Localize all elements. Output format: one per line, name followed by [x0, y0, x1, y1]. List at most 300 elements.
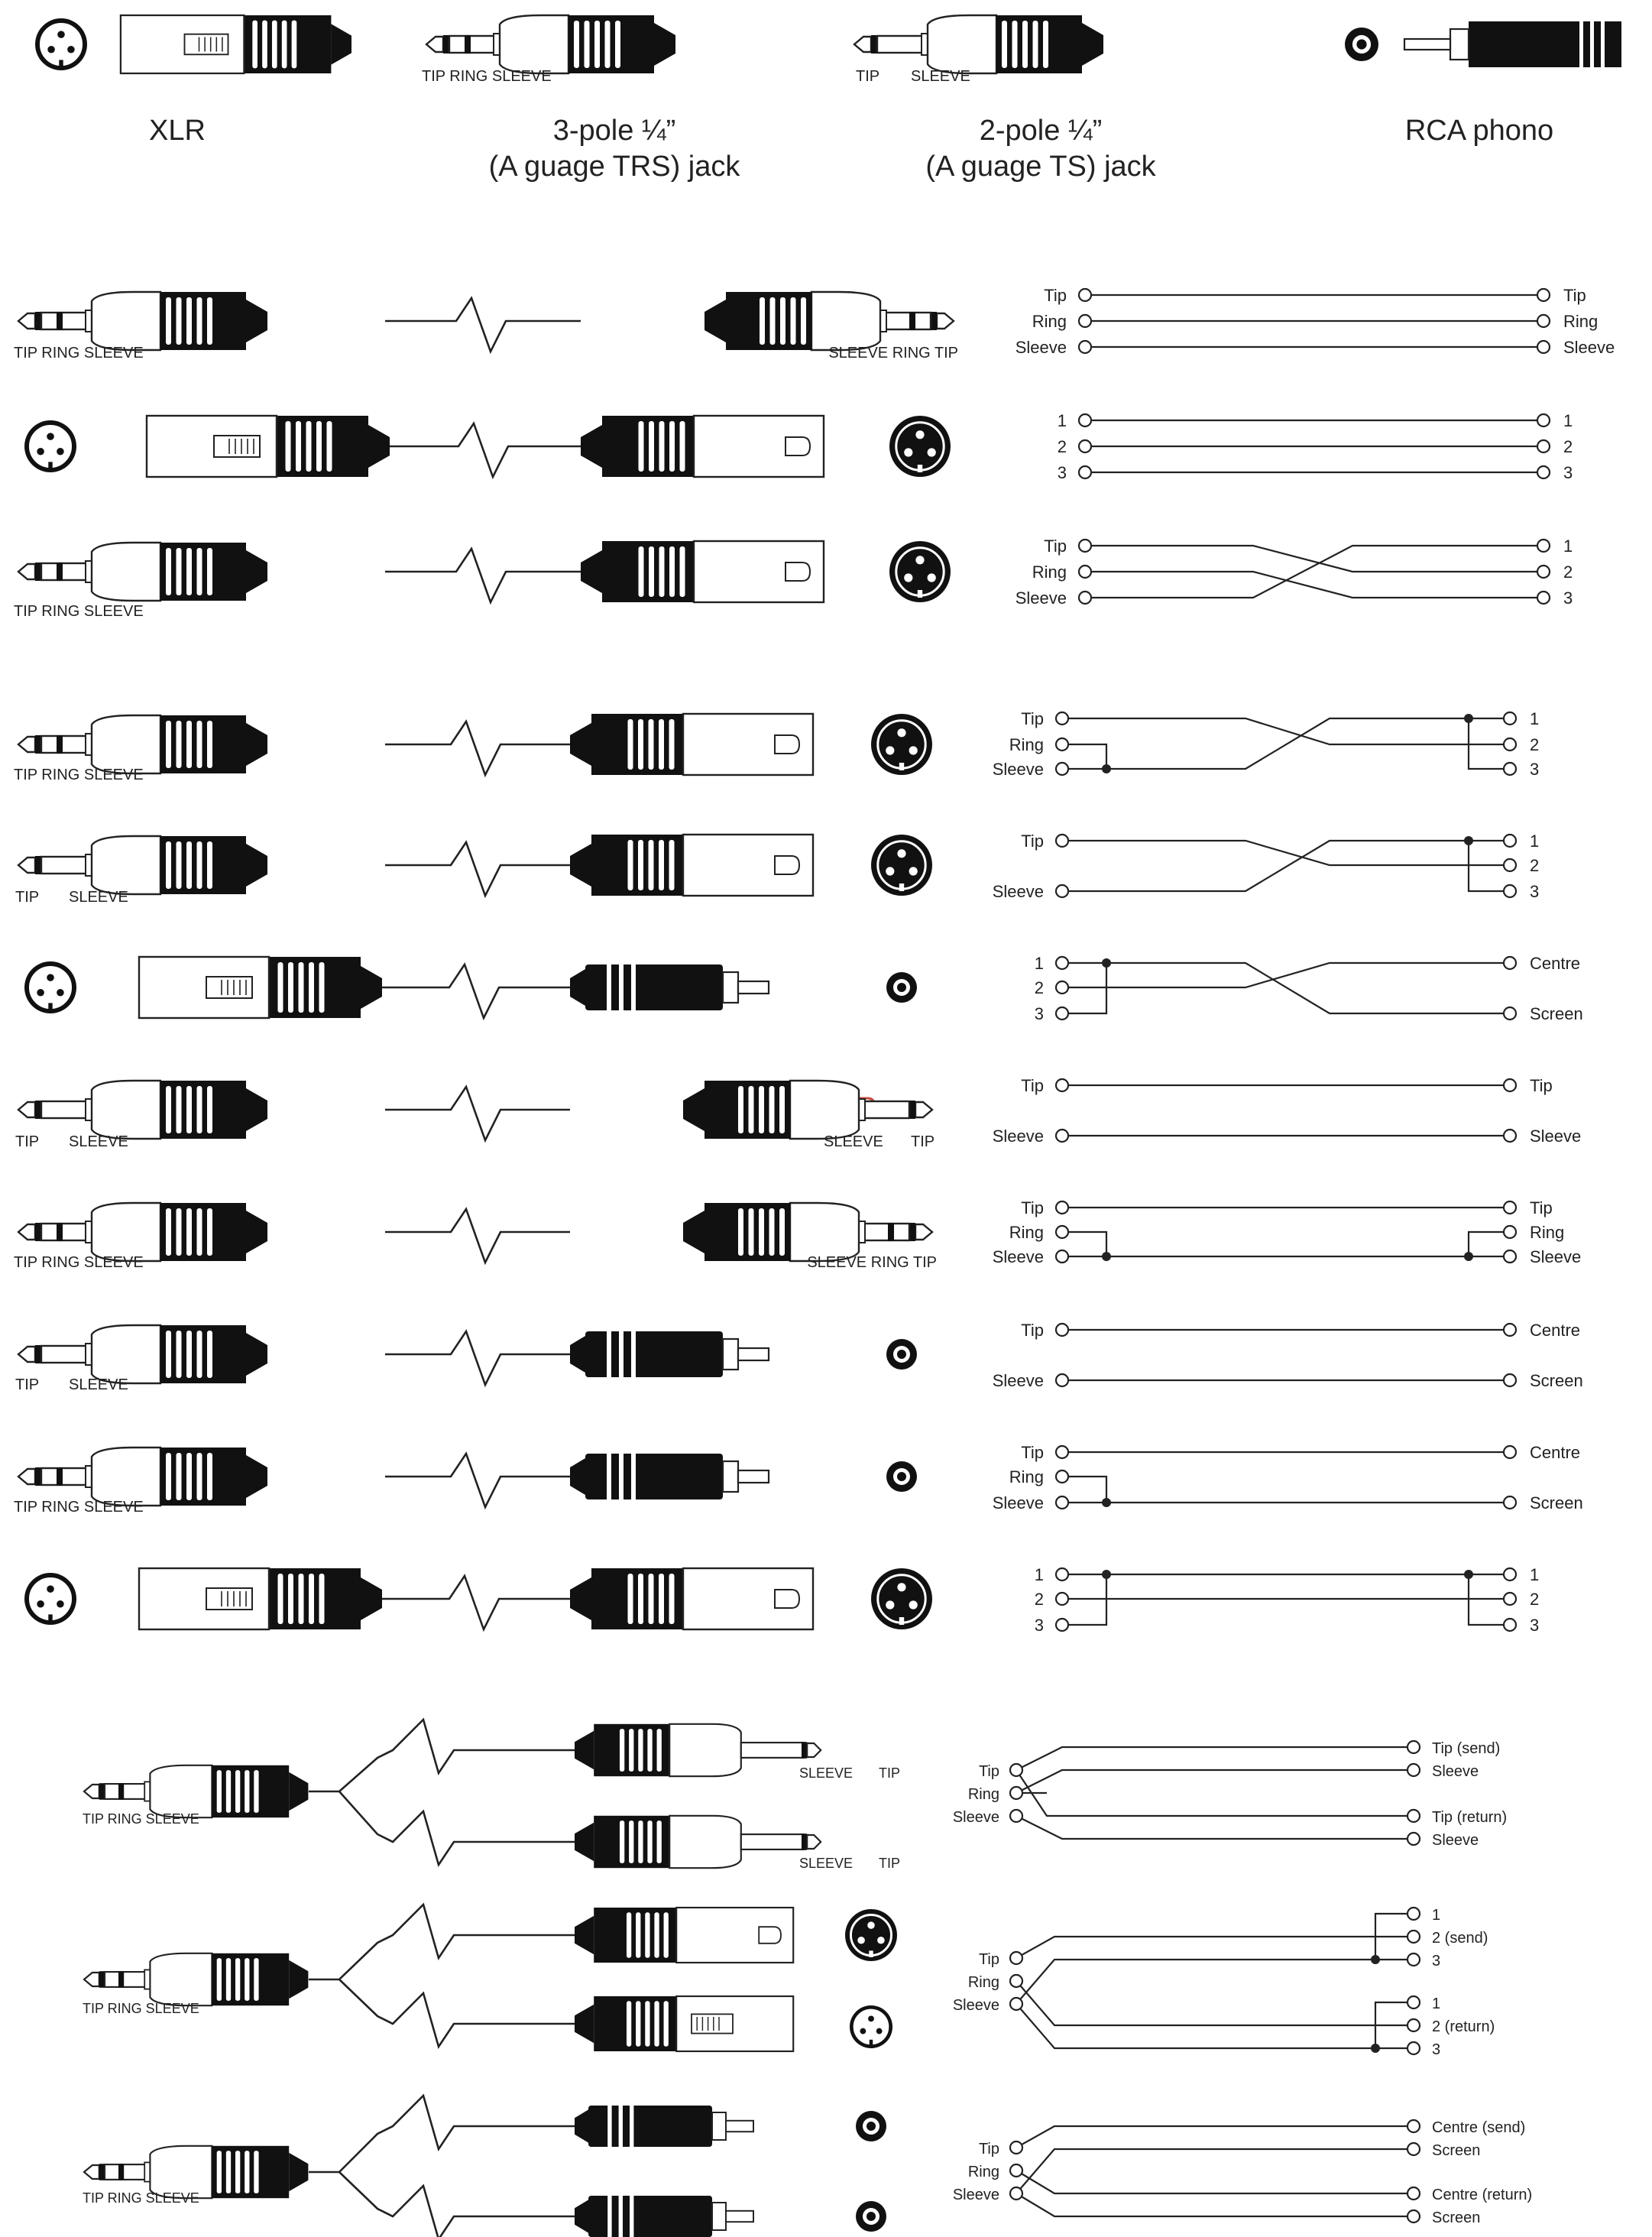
pin-label: 2 (return)	[1432, 2018, 1495, 2035]
wiring-schematic-1	[1015, 286, 1615, 357]
grip-ridge	[658, 839, 665, 891]
pin-label: Tip	[978, 1763, 999, 1780]
xlr-latch	[692, 2014, 733, 2033]
grip-ridge	[769, 297, 776, 345]
pin-terminal	[1407, 2143, 1420, 2155]
grip-ridge	[326, 420, 333, 472]
jack-shaft	[105, 1972, 147, 1987]
insulator	[57, 312, 63, 330]
rca-face-pin	[866, 2122, 876, 2131]
grip-ridge	[319, 961, 326, 1013]
grip-ridge	[1032, 20, 1039, 69]
pin-terminal	[1056, 1374, 1068, 1386]
jack-body	[790, 1081, 859, 1139]
pin-terminal	[1504, 1250, 1516, 1263]
cable	[309, 1720, 575, 1791]
pin-label: Sleeve	[992, 1371, 1044, 1390]
xlr-face-inner	[878, 1575, 925, 1623]
jack-tip	[854, 37, 871, 52]
xlr-female-face-icon	[850, 2005, 892, 2048]
pin-label: Screen	[1432, 2142, 1481, 2159]
pin-terminal	[1079, 466, 1091, 478]
junction-dot	[1102, 1570, 1111, 1579]
pin-label: Sleeve	[992, 1493, 1044, 1512]
cable	[385, 1087, 570, 1140]
junction-dot	[1102, 764, 1111, 773]
wiring-schematic-7	[993, 1076, 1582, 1146]
pin-label: Sleeve	[992, 760, 1044, 779]
pin-label: Sleeve	[1015, 338, 1067, 357]
pin-label: Sleeve	[952, 1997, 999, 2014]
jack-body	[500, 15, 568, 73]
pin-terminal	[1079, 540, 1091, 552]
xlr-latch	[786, 437, 810, 456]
rca-band	[619, 2196, 623, 2237]
pin-label: Sleeve	[1432, 1763, 1479, 1780]
pin-label: 1	[1432, 1907, 1441, 1924]
grip-ridge	[626, 1911, 632, 1958]
wire	[1016, 1960, 1414, 2004]
cable	[309, 2096, 575, 2172]
grip-ridge	[648, 546, 655, 598]
pin-label: Sleeve	[952, 2187, 999, 2203]
wire	[1085, 572, 1543, 598]
xlr-pin	[886, 1600, 894, 1609]
wire	[1016, 2171, 1414, 2193]
xlr-pin	[897, 1583, 905, 1591]
xlr-key	[48, 462, 52, 468]
trs-plug-left	[18, 292, 267, 350]
rca-band	[607, 1331, 611, 1377]
pin-terminal	[1504, 763, 1516, 775]
jack-tip	[18, 1469, 35, 1484]
pin-terminal	[1504, 1324, 1516, 1336]
grip-ridge	[244, 1957, 250, 2002]
pin-terminal	[1504, 712, 1516, 725]
pin-label: 3	[1432, 2041, 1441, 2058]
pin-label: 2	[1563, 562, 1573, 582]
grip-ridge	[1001, 20, 1008, 69]
jack-body	[92, 1081, 160, 1139]
insulator	[465, 35, 471, 53]
strain-relief	[575, 1731, 594, 1769]
trs-key-plug	[426, 15, 675, 73]
jack-tip	[18, 313, 35, 329]
xlr-female-plug	[575, 1996, 793, 2051]
xlr-female-plug	[139, 957, 382, 1018]
grip-ridge	[295, 420, 302, 472]
cable	[382, 965, 570, 1018]
cable	[309, 1905, 575, 1979]
strain-relief	[246, 1211, 267, 1253]
grip-ridge	[644, 1911, 650, 1958]
pin-label: 3	[1034, 1616, 1044, 1635]
pin-terminal	[1504, 1007, 1516, 1020]
strain-relief	[246, 723, 267, 766]
pin-terminal	[1407, 2019, 1420, 2031]
grip-ridge	[253, 1957, 259, 2002]
grip-ridge	[298, 1573, 305, 1625]
key-ts-sleeve: SLEEVE	[911, 68, 970, 85]
grip-ridge	[669, 839, 675, 891]
wiring-schematic-9	[993, 1321, 1583, 1390]
grip-ridge	[637, 718, 644, 770]
jack-shaft	[862, 1224, 909, 1240]
pin-terminal	[1010, 1998, 1022, 2010]
pin-label: 3	[1563, 588, 1573, 608]
insulator	[99, 1783, 105, 1800]
cable	[385, 1331, 570, 1385]
jack-tip	[18, 564, 35, 579]
pin-label: 1	[1034, 1565, 1044, 1584]
rca-band	[619, 1331, 624, 1377]
trs-plug-right	[683, 1203, 932, 1261]
pin-terminal	[1010, 2187, 1022, 2200]
insulator	[99, 1971, 105, 1988]
wire	[1469, 1232, 1510, 1256]
rca-sleeve	[723, 1461, 738, 1492]
xlr-pin	[57, 989, 64, 997]
grip-ridge	[584, 20, 591, 69]
xlr-male-face-icon	[871, 714, 932, 775]
strain-relief	[570, 723, 591, 766]
pin-terminal	[1537, 566, 1550, 578]
plug-label: TIP	[15, 1133, 40, 1150]
wire	[1062, 841, 1510, 865]
insulator	[888, 1223, 894, 1241]
wiring-schematic-11	[1035, 1565, 1540, 1635]
grip-ridge	[627, 1573, 634, 1625]
rca-body	[588, 2106, 712, 2147]
grip-ridge	[619, 1728, 625, 1772]
wire	[1016, 2126, 1414, 2148]
grip-ridge	[176, 547, 183, 596]
xlr-key	[59, 60, 63, 66]
xlr-face-inner	[878, 841, 925, 889]
grip-ridge	[176, 297, 183, 345]
grip-ridge	[196, 1208, 203, 1256]
grip-ridge	[176, 1330, 183, 1379]
grip-ridge	[656, 1820, 662, 1864]
grip-ridge	[779, 1208, 786, 1256]
pin-terminal	[1079, 592, 1091, 604]
pin-terminal	[1056, 1250, 1068, 1263]
grip-ridge	[654, 2000, 660, 2047]
grip-ridge	[277, 961, 284, 1013]
wire	[1016, 1981, 1414, 2025]
rca-band	[630, 2196, 633, 2237]
grip-ridge	[287, 1573, 294, 1625]
pin-terminal	[1407, 1996, 1420, 2008]
grip-ridge	[779, 297, 786, 345]
rca-band	[619, 965, 624, 1010]
pin-label: Ring	[1530, 1223, 1565, 1242]
plug-label: TIP	[911, 1133, 935, 1150]
grip-ridge	[628, 1728, 634, 1772]
pin-terminal	[1056, 1201, 1068, 1214]
pin-terminal	[1537, 592, 1550, 604]
pin-label: 3	[1530, 760, 1540, 779]
strain-relief	[331, 24, 351, 64]
strain-relief	[246, 550, 267, 593]
pin-label: Centre	[1530, 1321, 1581, 1340]
jack-shaft	[105, 2164, 147, 2180]
xlr-key	[918, 465, 922, 472]
rca-band	[631, 1454, 636, 1499]
plug-label: SLEEVE	[799, 1765, 854, 1781]
grip-ridge	[669, 546, 675, 598]
grip-ridge	[769, 1085, 776, 1134]
pin-label: Tip	[1021, 1076, 1044, 1095]
cable	[385, 721, 570, 775]
grip-ridge	[627, 718, 634, 770]
junction-dot	[1371, 1955, 1380, 1964]
trs-plug-left	[18, 1448, 267, 1506]
pin-label: Screen	[1530, 1004, 1583, 1023]
xlr-pin	[915, 430, 924, 439]
cable	[339, 2172, 575, 2237]
ts-key-plug	[854, 15, 1103, 73]
grip-ridge	[206, 1208, 213, 1256]
xlr-pin	[877, 1937, 885, 1944]
grip-ridge	[186, 1330, 193, 1379]
grip-ridge	[758, 1208, 765, 1256]
grip-ridge	[225, 1957, 232, 2002]
wiring-schematic-2	[1058, 411, 1573, 482]
strain-relief	[570, 844, 591, 887]
cable	[339, 1979, 575, 2047]
strain-relief	[368, 425, 390, 468]
trs-plug-left	[18, 543, 267, 601]
pin-label: Tip	[978, 1951, 999, 1968]
rca-key-face-icon	[1345, 28, 1378, 61]
pin-label: Sleeve	[992, 882, 1044, 901]
grip-ridge	[196, 1452, 203, 1501]
rca-plug	[570, 1331, 769, 1377]
grip-ridge	[176, 1085, 183, 1134]
pin-terminal	[1056, 1130, 1068, 1142]
pin-terminal	[1407, 1931, 1420, 1943]
plug-label: SLEEVE	[69, 1133, 128, 1150]
wire	[1016, 1770, 1414, 1816]
grip-ridge	[186, 720, 193, 769]
pin-label: 3	[1432, 1953, 1441, 1970]
grip-ridge	[669, 1573, 675, 1625]
jack-body	[92, 836, 160, 894]
wire	[1016, 2193, 1414, 2216]
rca-band	[607, 2106, 611, 2147]
pin-terminal	[1056, 1226, 1068, 1238]
xlr-latch	[184, 34, 228, 55]
strain-relief	[575, 2109, 588, 2142]
insulator	[57, 562, 63, 581]
xlr-pin	[860, 2028, 866, 2034]
jack-shaft	[105, 1784, 147, 1799]
plug-label: TIP	[15, 889, 40, 906]
xlr-key	[899, 763, 904, 770]
jack-shaft	[741, 1834, 803, 1850]
xlr-male-face-icon	[871, 835, 932, 896]
pin-terminal	[1504, 1496, 1516, 1509]
pin-terminal	[1056, 981, 1068, 994]
pin-terminal	[1079, 289, 1091, 301]
pin-terminal	[1537, 315, 1550, 327]
pin-label: Ring	[1009, 735, 1044, 754]
xlr-male-face-icon	[889, 541, 951, 602]
pin-label: Sleeve	[1015, 588, 1067, 608]
grip-ridge	[186, 1085, 193, 1134]
xlr-pin	[57, 1600, 64, 1608]
rca-face-pin	[866, 2212, 876, 2221]
pin-label: Sleeve	[1530, 1247, 1582, 1266]
jack-shaft	[41, 1468, 89, 1485]
grip-ridge	[235, 2150, 241, 2194]
insulator	[118, 1783, 124, 1800]
jack-shaft	[41, 1101, 89, 1118]
strain-relief	[654, 23, 675, 66]
plug-label: TIP RING SLEEVE	[14, 767, 144, 783]
grip-ridge	[800, 297, 807, 345]
pin-terminal	[1056, 1593, 1068, 1605]
pin-terminal	[1056, 1496, 1068, 1509]
rca-sleeve	[1450, 29, 1469, 60]
grip-ridge	[285, 420, 292, 472]
strain-relief	[246, 300, 267, 342]
pin-terminal	[1056, 1324, 1068, 1336]
plug-label: SLEEVE	[69, 1376, 128, 1393]
pin-label: Sleeve	[1563, 338, 1615, 357]
wire	[1062, 744, 1106, 769]
rca-face-icon	[856, 2201, 886, 2232]
xlr-pin	[928, 573, 936, 582]
pin-terminal	[1537, 289, 1550, 301]
grip-ridge	[619, 1820, 625, 1864]
pin-label: Centre	[1530, 954, 1581, 973]
pin-terminal	[1056, 885, 1068, 897]
xlr-pin	[37, 989, 44, 997]
pin-label: Tip	[1021, 832, 1044, 851]
xlr-pin	[904, 573, 912, 582]
grip-ridge	[196, 1330, 203, 1379]
wire	[1062, 1232, 1106, 1256]
trs-plug-left	[18, 1203, 267, 1261]
ts-plug-right	[683, 1081, 932, 1139]
grip-ridge	[251, 20, 258, 70]
pin-label: Ring	[1032, 312, 1067, 331]
rca-band	[619, 2106, 623, 2147]
grip-ridge	[244, 1769, 250, 1814]
grip-ridge	[637, 1728, 643, 1772]
grip-ridge	[663, 2000, 669, 2047]
grip-ridge	[779, 1085, 786, 1134]
pin-terminal	[1504, 859, 1516, 871]
jack-tip	[807, 1835, 821, 1849]
grip-ridge	[165, 1208, 172, 1256]
xlr-male-plug	[570, 714, 813, 775]
grip-ridge	[206, 1452, 213, 1501]
grip-ridge	[769, 1208, 776, 1256]
jack-body	[92, 292, 160, 350]
jack-shaft	[41, 1224, 89, 1240]
pin-label: Ring	[1032, 562, 1067, 582]
xlr-pin	[47, 433, 54, 440]
pin-label: Screen	[1432, 2209, 1481, 2226]
pin-label: Tip	[1563, 286, 1586, 305]
plug-label: TIP	[15, 1376, 40, 1393]
pin-terminal	[1079, 566, 1091, 578]
ts-plug-left	[18, 836, 267, 894]
pin-terminal	[1504, 1446, 1516, 1458]
xlr-pin	[37, 1600, 44, 1608]
rca-sleeve	[712, 2112, 726, 2140]
insulator	[909, 312, 915, 330]
pin-terminal	[1504, 1130, 1516, 1142]
jack-body	[811, 292, 880, 350]
xlr-key	[899, 883, 904, 891]
wiring-schematic-4	[993, 709, 1540, 779]
pin-label: Tip	[1530, 1198, 1553, 1217]
pin-terminal	[1537, 466, 1550, 478]
jack-shaft	[877, 36, 925, 53]
grip-ridge	[637, 1573, 644, 1625]
grip-ridge	[644, 2000, 650, 2047]
grip-ridge	[271, 20, 278, 70]
grip-ridge	[306, 420, 313, 472]
strain-relief	[289, 1960, 308, 1999]
wire	[1016, 1747, 1414, 1770]
pin-label: Sleeve	[992, 1247, 1044, 1266]
plug-label: SLEEVE	[799, 1856, 854, 1871]
grip-ridge	[206, 720, 213, 769]
pin-terminal	[1056, 1007, 1068, 1020]
key-xlr-label: XLR	[149, 115, 206, 147]
grip-ridge	[638, 420, 645, 472]
jack-tip	[18, 737, 35, 752]
rca-face-icon	[886, 972, 917, 1003]
wire	[1062, 1477, 1106, 1503]
pin-label: 1	[1530, 1565, 1540, 1584]
pin-label: Tip	[1530, 1076, 1553, 1095]
grip-ridge	[737, 1085, 744, 1134]
pin-label: 1	[1563, 411, 1573, 430]
wire	[1062, 718, 1510, 744]
strain-relief	[246, 844, 267, 887]
pin-label: Ring	[967, 1974, 999, 1991]
pin-terminal	[1407, 2210, 1420, 2222]
grip-ridge	[165, 1330, 172, 1379]
xlr-latch	[206, 1588, 252, 1610]
rca-pin	[738, 981, 769, 994]
cable	[385, 842, 570, 896]
grip-ridge	[206, 1085, 213, 1134]
wire	[1016, 1937, 1414, 1958]
strain-relief	[289, 1772, 308, 1811]
strain-relief	[581, 550, 602, 593]
plug-label: SLEEVE RING TIP	[807, 1254, 937, 1271]
jack-shaft	[862, 1101, 909, 1118]
pin-terminal	[1079, 414, 1091, 426]
xlr-male-face-icon	[871, 1568, 932, 1629]
xlr-female-plug	[147, 416, 390, 477]
rca-band	[619, 1454, 624, 1499]
pin-terminal	[1407, 1810, 1420, 1822]
grip-ridge	[206, 547, 213, 596]
pin-terminal	[1407, 1953, 1420, 1966]
strain-relief	[581, 425, 602, 468]
xlr-face-inner	[896, 548, 944, 595]
grip-ridge	[635, 1911, 641, 1958]
xlr-latch	[214, 436, 260, 457]
